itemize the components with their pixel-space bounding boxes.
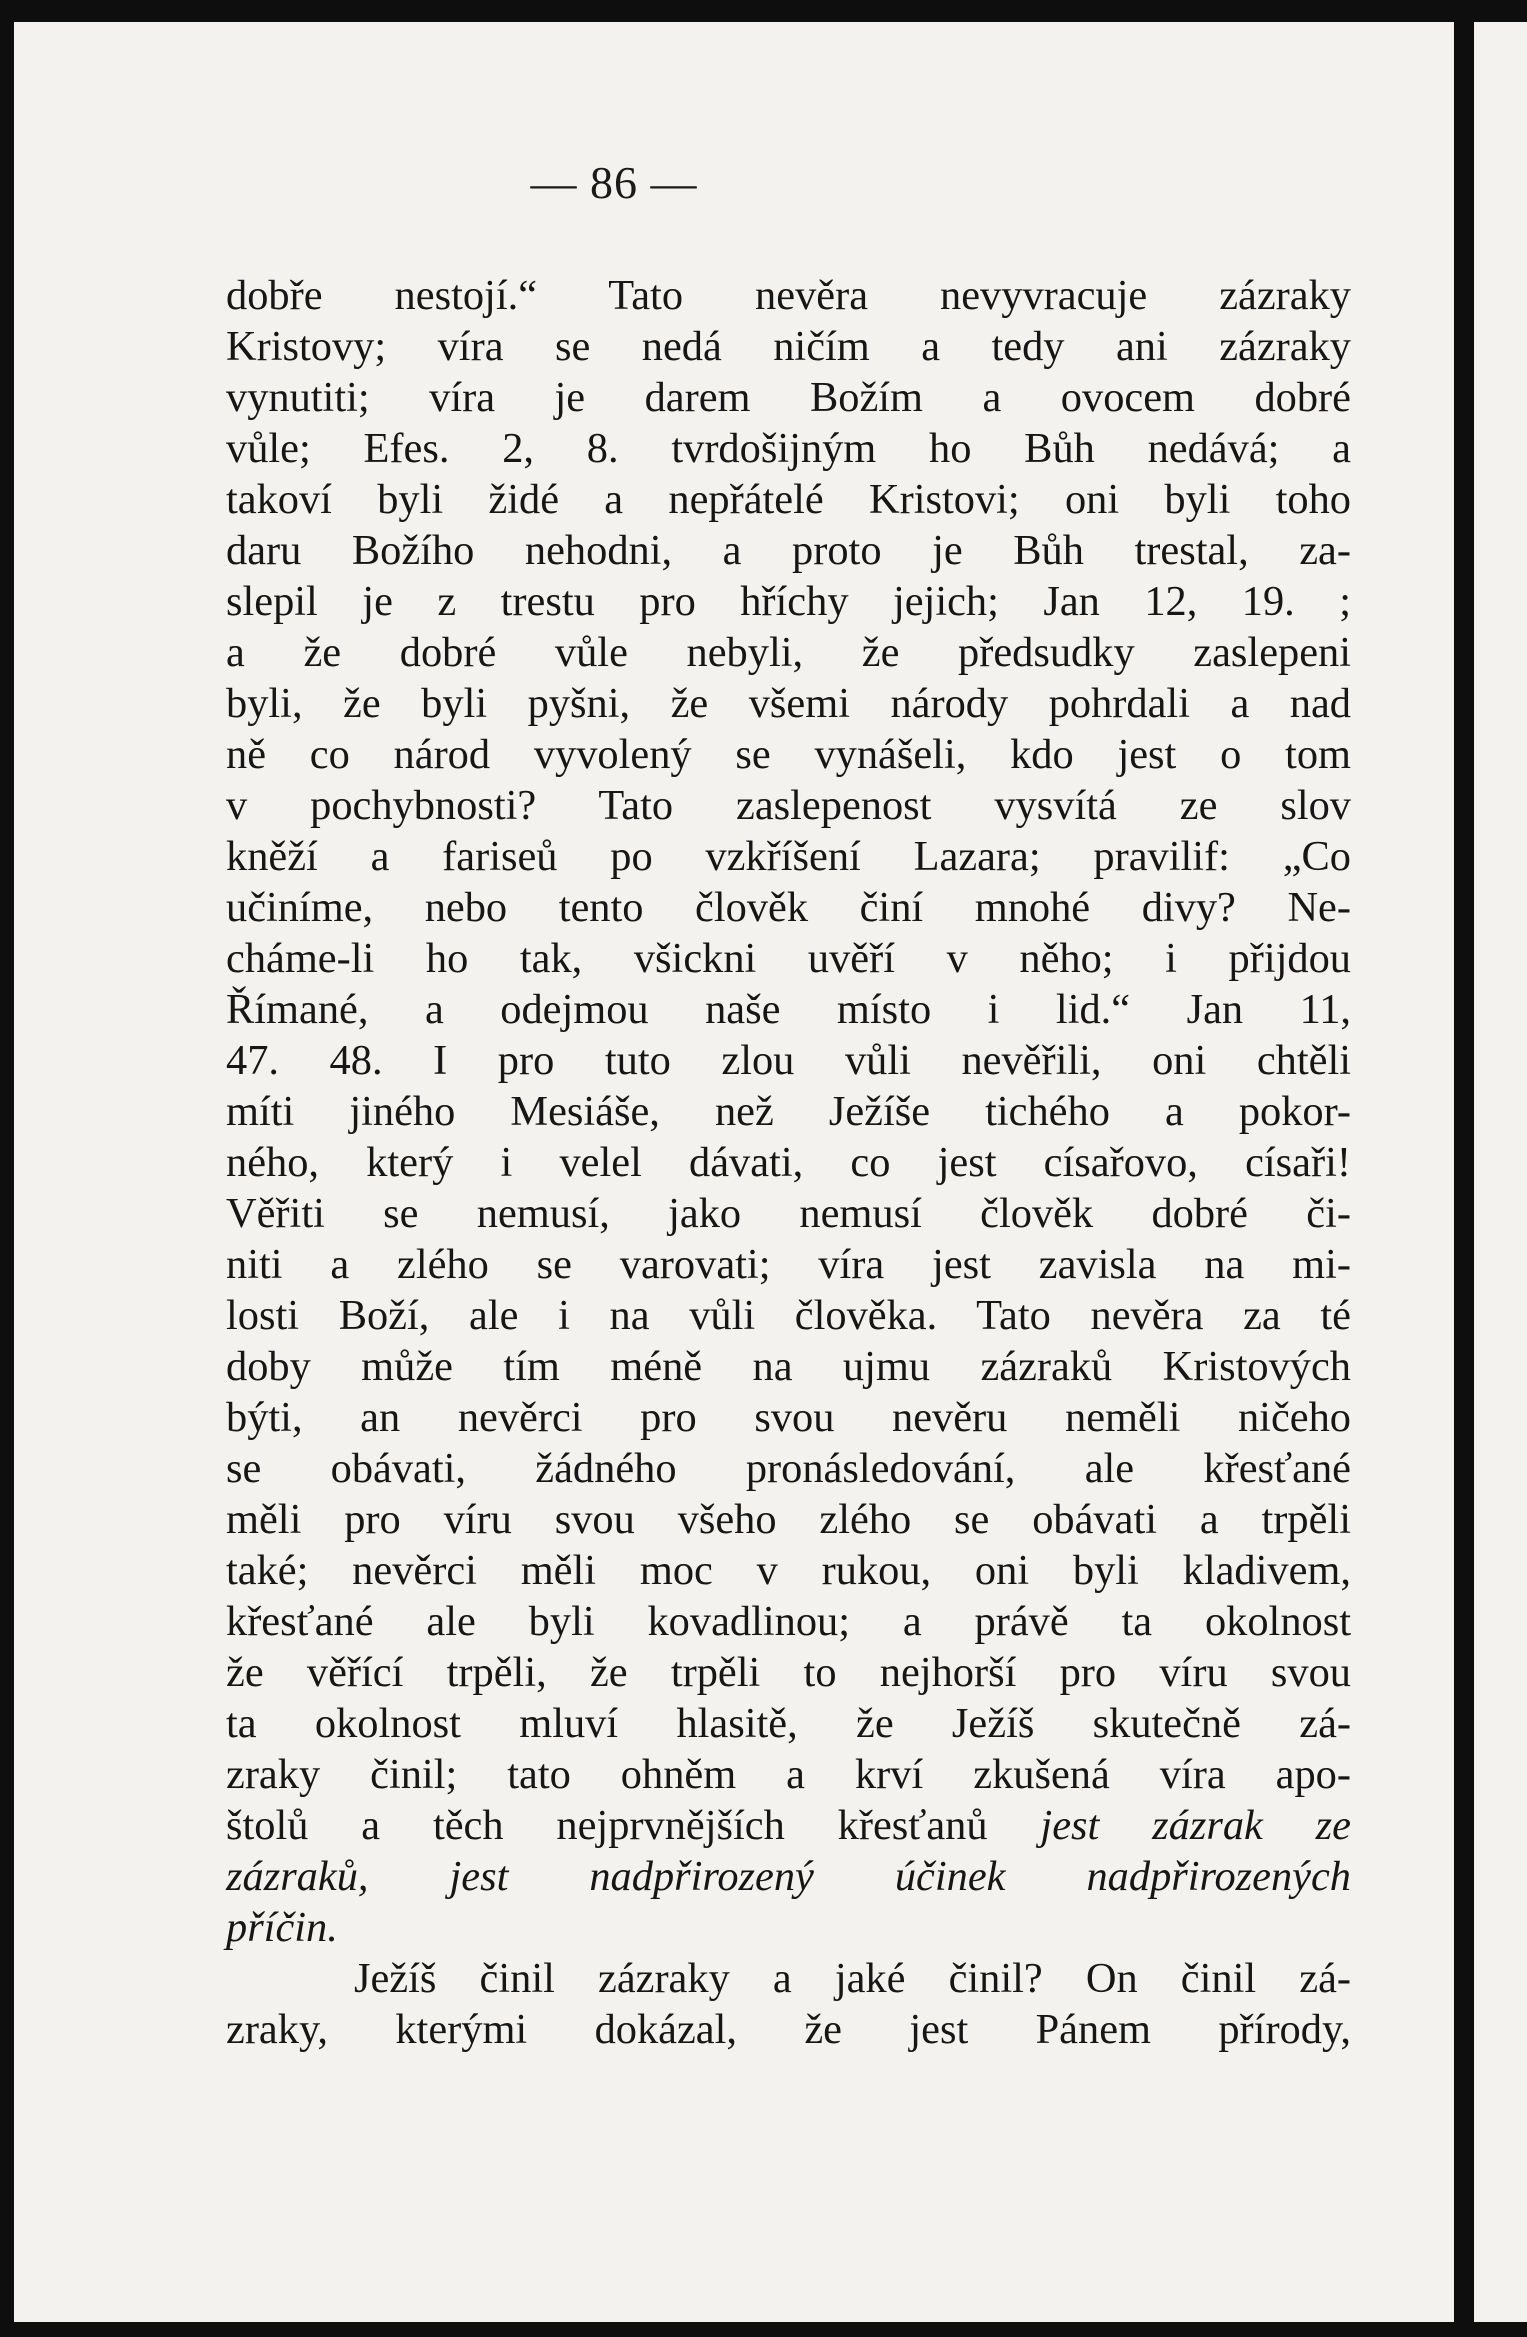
text-line: v pochybnosti? Tato zaslepenost vysvítá ze slov xyxy=(226,782,1351,829)
italic-segment: jest zázrak ze xyxy=(1040,1802,1351,1849)
text-line xyxy=(226,1800,1351,1851)
text-line: kněží a fariseů po vzkříšení Lazara; pravilif: „Co xyxy=(226,833,1351,880)
text-line: dobře nestojí.“ Tato nevěra nevyvracuje zázraky xyxy=(226,272,1351,319)
text-line: 47. 48. I pro tuto zlou vůli nevěřili, oni chtěli xyxy=(226,1037,1351,1084)
text-line: příčin. xyxy=(226,1904,338,1951)
text-line: Věřiti se nemusí, jako nemusí člověk dobré či- xyxy=(226,1190,1351,1237)
text-line: se obávati, žádného pronásledování, ale křesťané xyxy=(226,1445,1351,1492)
text-line: byli, že byli pyšni, že všemi národy pohrdali a nad xyxy=(226,680,1351,727)
page-sheet xyxy=(14,22,1454,2322)
text-line: cháme-li ho tak, všickni uvěří v něho; i přijdou xyxy=(226,935,1351,982)
text-line: vynutiti; víra je darem Božím a ovocem dobré xyxy=(226,374,1351,421)
text-line: doby může tím méně na ujmu zázraků Kristových xyxy=(226,1343,1351,1390)
text-line: učiníme, nebo tento člověk činí mnohé divy? Ne- xyxy=(226,884,1351,931)
text-line: zázraků, jest nadpřirozený účinek nadpřirozených xyxy=(226,1853,1351,1900)
body-text xyxy=(226,270,1351,2055)
text-line: také; nevěrci měli moc v rukou, oni byli kladivem, xyxy=(226,1547,1351,1594)
text-line: míti jiného Mesiáše, než Ježíše tichého a pokor- xyxy=(226,1088,1351,1135)
text-line: křesťané ale byli kovadlinou; a právě ta okolnost xyxy=(226,1598,1351,1645)
text-line: vůle; Efes. 2, 8. tvrdošijným ho Bůh nedává; a xyxy=(226,425,1351,472)
text-line: niti a zlého se varovati; víra jest zavisla na mi- xyxy=(226,1241,1351,1288)
text-line: takoví byli židé a nepřátelé Kristovi; oni byli toho xyxy=(226,476,1351,523)
text-line: měli pro víru svou všeho zlého se obávati a trpěli xyxy=(226,1496,1351,1543)
text-line: Římané, a odejmou naše místo i lid.“ Jan 11, xyxy=(226,986,1351,1033)
text-line: losti Boží, ale i na vůli člověka. Tato nevěra za té xyxy=(226,1292,1351,1339)
page-number: — 86 — xyxy=(530,157,698,208)
text-line: ta okolnost mluví hlasitě, že Ježíš skutečně zá- xyxy=(226,1700,1351,1747)
adjacent-page-edge xyxy=(1474,22,1527,2322)
text-line: ně co národ vyvolený se vynášeli, kdo jest o tom xyxy=(226,731,1351,778)
text-line: Kristovy; víra se nedá ničím a tedy ani zázraky xyxy=(226,323,1351,370)
text-segment: štolů a těch nejprvnějších křesťanů xyxy=(226,1802,1041,1849)
text-line: zraky, kterými dokázal, že jest Pánem přírody, xyxy=(226,2006,1351,2053)
text-line: že věřící trpěli, že trpěli to nejhorší pro víru svou xyxy=(226,1649,1351,1696)
text-line: slepil je z trestu pro hříchy jejich; Jan 12, 19. ; xyxy=(226,578,1351,625)
text-line: zraky činil; tato ohněm a krví zkušená víra apo- xyxy=(226,1751,1351,1798)
text-line: Ježíš činil zázraky a jaké činil? On činil zá- xyxy=(354,1955,1351,2002)
text-line: ného, který i velel dávati, co jest císařovo, císaři! xyxy=(226,1139,1351,1186)
text-line: daru Božího nehodni, a proto je Bůh trestal, za- xyxy=(226,527,1351,574)
text-line: býti, an nevěrci pro svou nevěru neměli ničeho xyxy=(226,1394,1351,1441)
text-line: a že dobré vůle nebyli, že předsudky zaslepeni xyxy=(226,629,1351,676)
